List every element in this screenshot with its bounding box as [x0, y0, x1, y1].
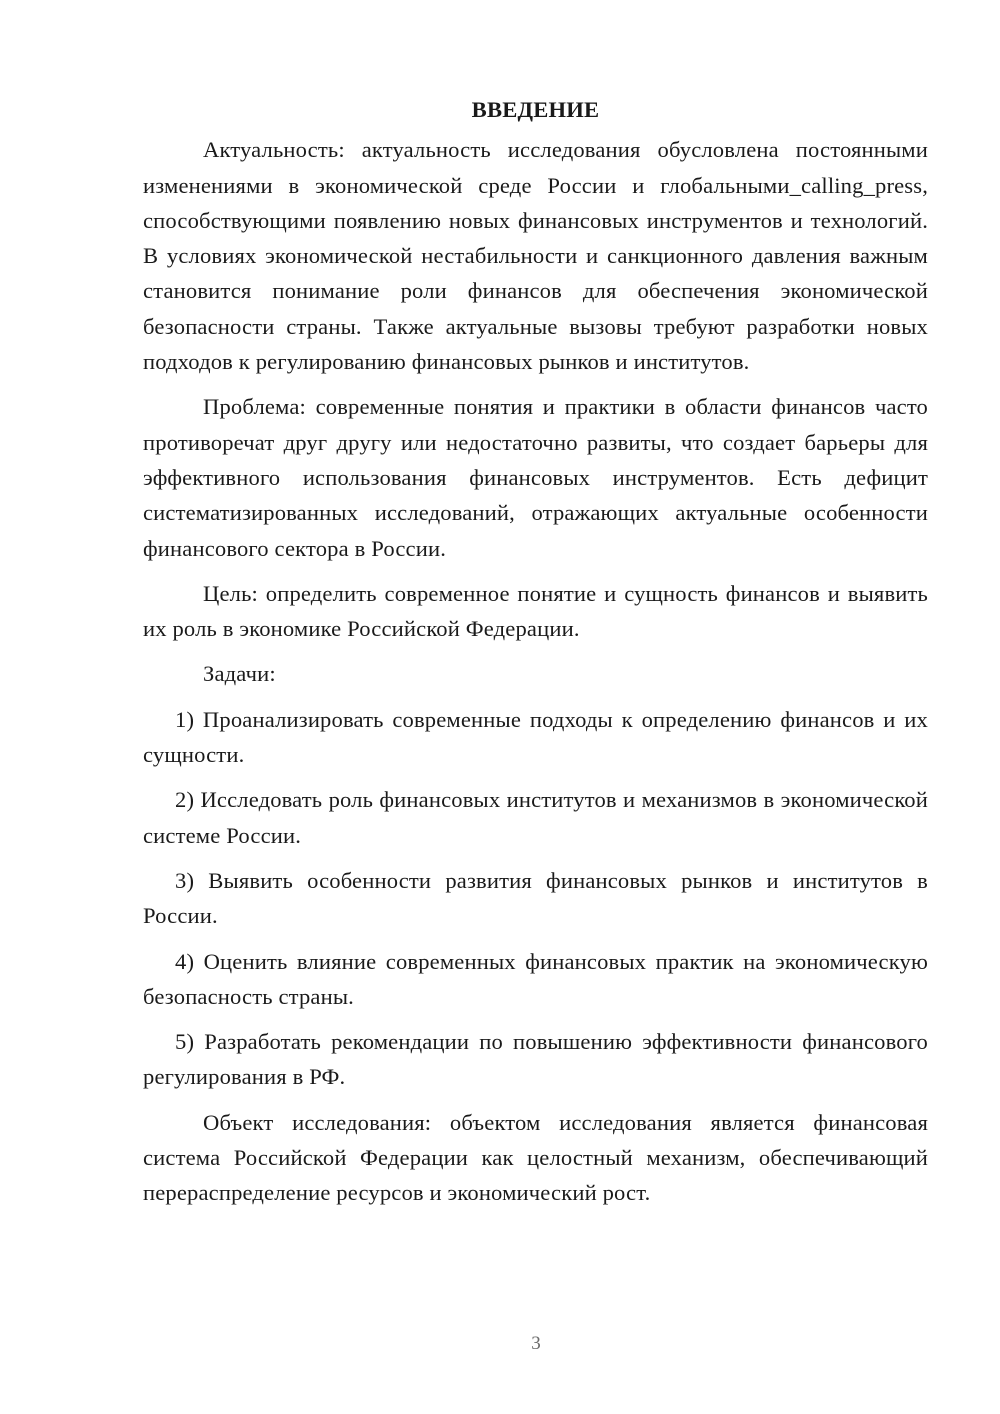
task-item-2: 2) Исследовать роль финансовых институтов и механизмов в экономической системе России.: [143, 787, 928, 848]
task-item-5: 5) Разработать рекомендации по повышению эффективности финансового регулирования в РФ.: [143, 1029, 928, 1090]
task-item-1: 1) Проанализировать современные подходы к определению финансов и их сущности.: [143, 706, 928, 768]
object-paragraph: Объект исследования: объектом исследования является финансовая система Российской Федерации как целостный механизм, обеспечивающий перераспределение ресурсов и экономический рост.: [143, 1109, 928, 1206]
tasks-heading: Задачи:: [203, 661, 276, 687]
problem-paragraph: Проблема: современные понятия и практики в области финансов часто противоречат друг другу или недостаточно развиты, что создает барьеры для эффективного использования финансовых инструментов. Есть дефицит систематизированных исследований, отражающих актуальные особенности финансового сектора в России.: [143, 394, 928, 561]
task-item-3: 3) Выявить особенности развития финансовых рынков и институтов в России.: [143, 867, 928, 929]
goal-paragraph: Цель: определить современное понятие и сущность финансов и выявить их роль в экономике Российской Федерации.: [143, 580, 928, 642]
page-number: 3: [531, 1333, 541, 1354]
page-content: [143, 92, 928, 1221]
tasks-list: [143, 702, 928, 1095]
task-item-4: 4) Оценить влияние современных финансовых практик на экономическую безопасность страны.: [143, 948, 928, 1009]
section-title: ВВЕДЕНИЕ: [471, 97, 600, 122]
relevance-paragraph: Актуальность: актуальность исследования обусловлена постоянными изменениями в экономической среде России и глобальными_calling_press, способствующими появлению новых финансовых инструментов и технологий. В условиях экономической нестабильности и санкционного давления важным становится понимание роли финансов для обеспечения экономической безопасности страны. Также актуальные вызовы требуют разработки новых подходов к регулированию финансовых рынков и институтов.: [143, 137, 928, 375]
